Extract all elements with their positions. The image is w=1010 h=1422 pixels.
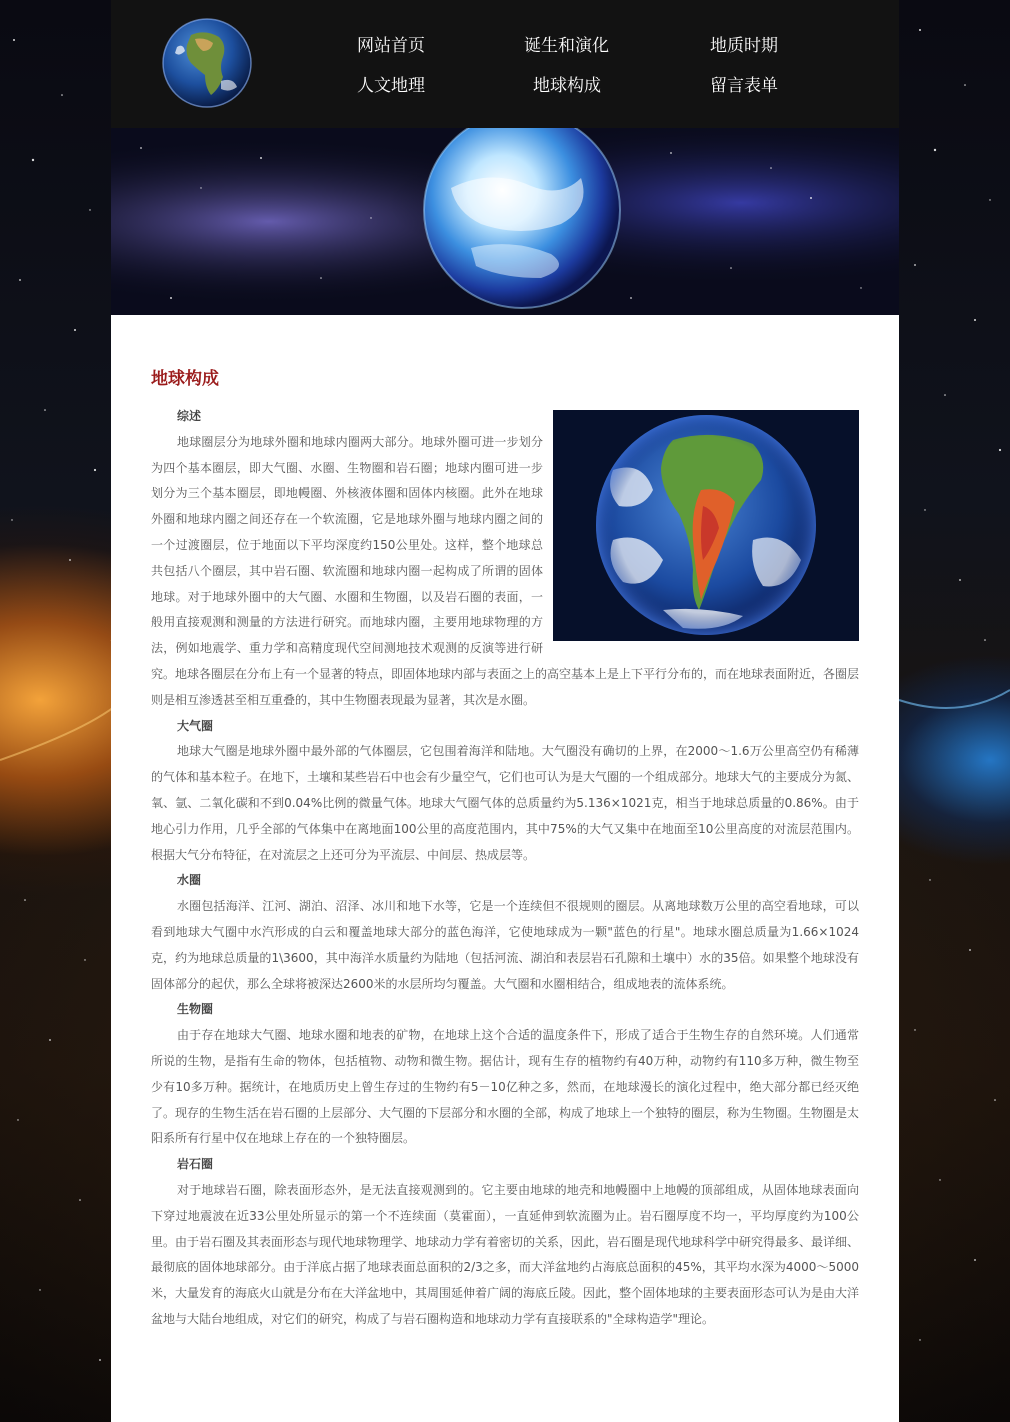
earth-logo-icon[interactable] — [161, 17, 253, 109]
heading-atmosphere: 大气圈 — [177, 718, 214, 733]
atmosphere-text: 地球大气圈是地球外圈中最外部的气体圈层，它包围着海洋和陆地。大气圈没有确切的上界，在2000～1.6万公里高空仍有稀薄的气体和基本粒子。在地下，土壤和某些岩石中也会有少量空气，它们也可认为是大气圈的一个组成部分。地球大气的主要成分为氮、氧、氩、二氧化碳和不到0.04%比例的微量气体。地球大气圈气体的总质量约为5.136×1021克，相当于地球总质量的0.86%。由于地心引力作用，几乎全部的气体集中在离地面100公里的高度范围内，其中75%的大气又集中在地面至10公里高度的对流层范围内。根据大气分布特征，在对流层之上还可分为平流层、中间层、热成层等。 — [151, 744, 860, 862]
main-content — [151, 364, 859, 1333]
nav-geologic-periods[interactable]: 地质时期 — [710, 36, 778, 56]
blue-planet-banner-image — [111, 128, 899, 315]
heading-hydrosphere: 水圈 — [177, 873, 202, 888]
lithosphere-text: 对于地球岩石圈，除表面形态外，是无法直接观测到的。它主要由地球的地壳和地幔圈中上地幔的顶部组成，从固体地球表面向下穿过地震波在近33公里处所显示的第一个不连续面（莫霍面），一直延伸到软流圈为止。岩石圈厚度不均一，平均厚度约为100公里。由于岩石圈及其表面形态与现代地球物理学、地球动力学有着密切的关系，因此，岩石圈是现代地球科学中研究得最多、最详细、最彻底的固体地球部分。由于洋底占据了地球表面总面积的2/3之多，而大洋盆地约占海底总面积的45%，其平均水深为4000～5000米，大量发育的海底火山就是分布在大洋盆地中，其周围延伸着广阔的海底丘陵。因此，整个固体地球的主要表面形态可认为是由大洋盆地与大陆台地组成，对它们的研究，构成了与岩石圈构造和地球动力学有直接联系的"全球构造学"理论。 — [151, 1182, 860, 1326]
hydrosphere-text: 水圈包括海洋、江河、湖泊、沼泽、冰川和地下水等，它是一个连续但不很规则的圈层。从离地球数万公里的高空看地球，可以看到地球大气圈中水汽形成的白云和覆盖地球大部分的蓝色海洋，它使地球成为一颗"蓝色的行星"。地球水圈总质量为1.66×1024克，约为地球总质量的1\3600，其中海洋水质量约为陆地（包括河流、湖泊和表层岩石孔隙和土壤中）水的35倍。如果整个地球没有固体部分的起伏，那么全球将被深达2600米的水层所均匀覆盖。大气圈和水圈相结合，组成地表的流体系统。 — [151, 899, 859, 991]
hero-banner — [111, 128, 899, 315]
nav-home[interactable]: 网站首页 — [357, 36, 425, 56]
article-body — [151, 404, 859, 1333]
nav-birth-evolution[interactable]: 诞生和演化 — [524, 36, 609, 56]
page-title: 地球构成 — [151, 369, 219, 389]
nav-earth-composition[interactable]: 地球构成 — [533, 76, 601, 96]
heading-overview: 综述 — [177, 409, 202, 423]
biosphere-text: 由于存在地球大气圈、地球水圈和地表的矿物，在地球上这个合适的温度条件下，形成了适合于生物生存的自然环境。人们通常所说的生物，是指有生命的物体，包括植物、动物和微生物。据估计，现有生存的植物约有40万种，动物约有110多万种，微生物至少有10多万种。据统计，在地质历史上曾生存过的生物约有5－10亿种之多，然而，在地球漫长的演化过程中，绝大部分都已经灭绝了。现存的生物生活在岩石圈的上层部分、大气圈的下层部分和水圈的全部，构成了地球上一个独特的圈层，称为生物圈。生物圈是太阳系所有行星中仅在地球上存在的一个独特圈层。 — [151, 1028, 860, 1146]
nav-human-geography[interactable]: 人文地理 — [357, 76, 425, 96]
overview-text: 地球圈层分为地球外圈和地球内圈两大部分。地球外圈可进一步划分为四个基本圈层，即大气圈、水圈、生物圈和岩石圈；地球内圈可进一步划分为三个基本圈层，即地幔圈、外核液体圈和固体内核圈。此外在地球外圈和地球内圈之间还存在一个软流圈，它是地球外圈与地球内圈之间的一个过渡圈层，位于地面以下平均深度约150公里处。这样，整个地球总共包括八个圈层，其中岩石圈、软流圈和地球内圈一起构成了所谓的固体地球。对于地球外圈中的大气圈、水圈和生物圈，以及岩石圈的表面，一般用直接观测和测量的方法进行研究。而地球内圈，主要用地球物理的方法，例如地震学、重力学和高精度现代空间测地技术观测的反演等进行研究。地球各圈层在分布上有一个显著的特点，即固体地球内部与表面之上的高空基本上是上下平行分布的，而在地球表面附近，各圈层则是相互渗透甚至相互重叠的，其中生物圈表现最为显著，其次是水圈。 — [151, 434, 860, 707]
south-america-earth-image — [553, 410, 859, 641]
nav-guestbook[interactable]: 留言表单 — [710, 76, 778, 96]
page-container — [111, 0, 899, 1422]
heading-biosphere: 生物圈 — [177, 1002, 214, 1017]
heading-lithosphere: 岩石圈 — [177, 1157, 214, 1172]
site-header — [111, 0, 899, 128]
